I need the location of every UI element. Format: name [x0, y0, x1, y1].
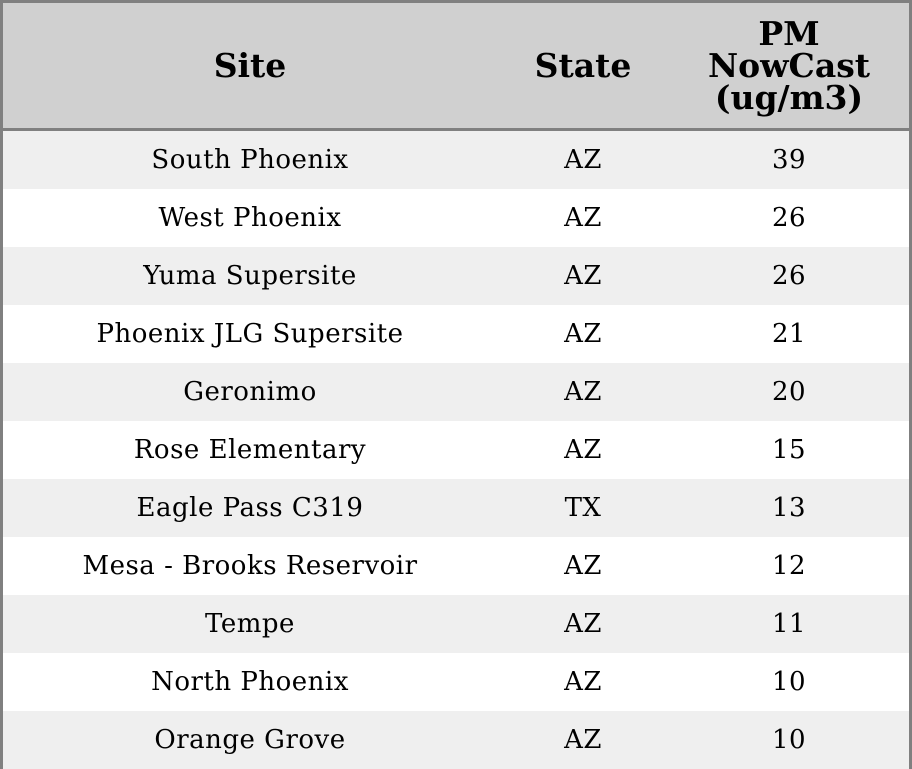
table-row: [3, 305, 909, 363]
cell-pm: 39: [669, 130, 909, 190]
cell-state: AZ: [497, 130, 669, 190]
cell-site: Yuma Supersite: [3, 247, 497, 305]
pm-nowcast-table: [3, 3, 909, 769]
cell-pm: 26: [669, 247, 909, 305]
table-row: [3, 537, 909, 595]
cell-site: North Phoenix: [3, 653, 497, 711]
cell-pm: 20: [669, 363, 909, 421]
cell-state: AZ: [497, 189, 669, 247]
table-row: [3, 595, 909, 653]
table-row: [3, 479, 909, 537]
table-row: [3, 363, 909, 421]
header-pm-line-1: PM: [758, 13, 820, 53]
cell-site: Phoenix JLG Supersite: [3, 305, 497, 363]
cell-pm: 11: [669, 595, 909, 653]
header-pm-line-2: NowCast: [707, 45, 871, 85]
cell-pm: 10: [669, 653, 909, 711]
table-header-row: [3, 3, 909, 130]
cell-state: AZ: [497, 305, 669, 363]
cell-site: Mesa - Brooks Reservoir: [3, 537, 497, 595]
cell-pm: 10: [669, 711, 909, 769]
cell-site: West Phoenix: [3, 189, 497, 247]
header-pm-nowcast: [669, 3, 909, 130]
cell-site: Eagle Pass C319: [3, 479, 497, 537]
table-row: [3, 247, 909, 305]
cell-state: AZ: [497, 247, 669, 305]
header-pm-line-3: (ug/m3): [714, 77, 864, 117]
cell-site: South Phoenix: [3, 130, 497, 190]
table-row: [3, 421, 909, 479]
cell-state: AZ: [497, 711, 669, 769]
cell-state: AZ: [497, 653, 669, 711]
cell-pm: 21: [669, 305, 909, 363]
cell-state: AZ: [497, 537, 669, 595]
cell-state: AZ: [497, 363, 669, 421]
cell-site: Rose Elementary: [3, 421, 497, 479]
table-body: [3, 130, 909, 769]
table-row: [3, 653, 909, 711]
cell-pm: 12: [669, 537, 909, 595]
cell-site: Orange Grove: [3, 711, 497, 769]
cell-site: Geronimo: [3, 363, 497, 421]
table-row: [3, 711, 909, 769]
cell-pm: 15: [669, 421, 909, 479]
cell-state: AZ: [497, 595, 669, 653]
cell-state: AZ: [497, 421, 669, 479]
table-row: [3, 189, 909, 247]
cell-pm: 26: [669, 189, 909, 247]
table-row: [3, 130, 909, 190]
header-site: Site: [3, 3, 497, 130]
header-state: State: [497, 3, 669, 130]
cell-state: TX: [497, 479, 669, 537]
cell-site: Tempe: [3, 595, 497, 653]
cell-pm: 13: [669, 479, 909, 537]
